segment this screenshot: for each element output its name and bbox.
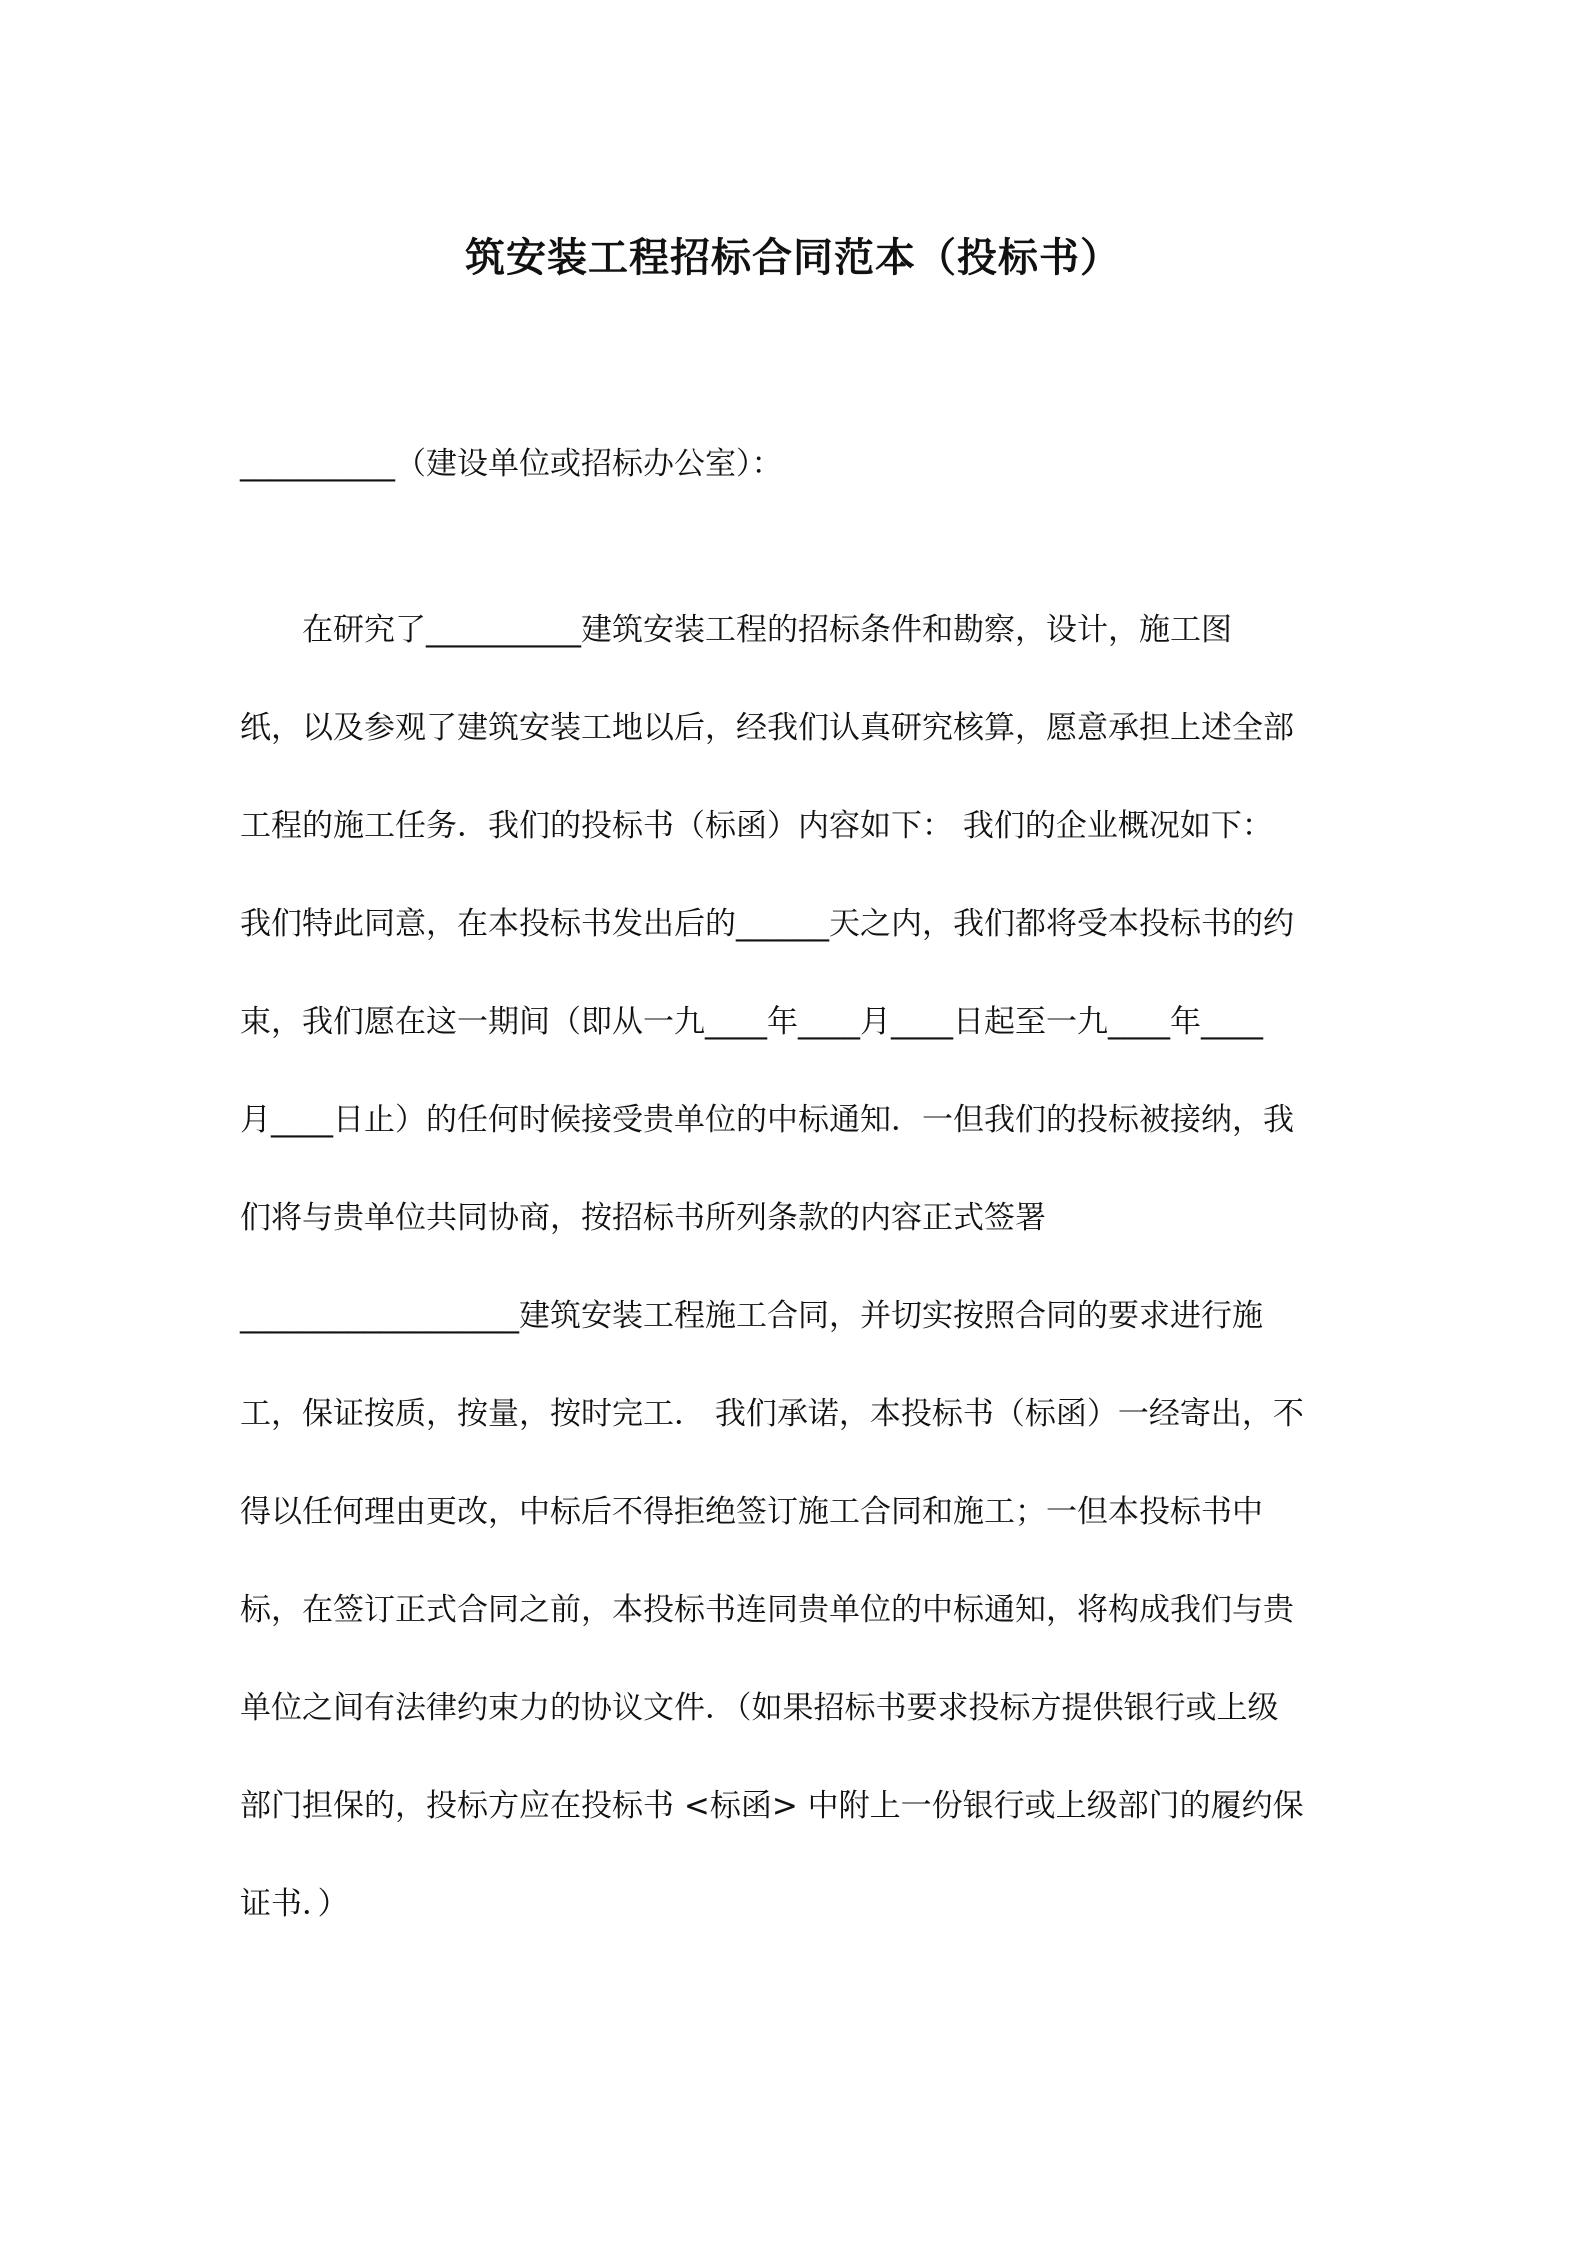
body-line: 在研究了__________建筑安装工程的招标条件和勘察，设计，施工图 [302,612,1232,648]
body-line: 我们特此同意，在本投标书发出后的______天之内，我们都将受本投标书的约 [240,906,1294,942]
body-line: 标，在签订正式合同之前，本投标书连同贵单位的中标通知，将构成我们与贵 [240,1592,1294,1628]
salutation-line: __________（建设单位或招标办公室）： [240,446,783,482]
body-line: __________________建筑安装工程施工合同，并切实按照合同的要求进行施 [240,1298,1263,1334]
body-line: 证书．） [240,1886,349,1922]
body-line: 束，我们愿在这一期间（即从一九____年____月____日起至一九____年____ [240,1004,1263,1040]
body-line: 得以任何理由更改，中标后不得拒绝签订施工合同和施工；一但本投标书中 [240,1494,1263,1530]
body-line: 们将与贵单位共同协商，按招标书所列条款的内容正式签署 [240,1200,1046,1236]
body-line: 纸，以及参观了建筑安装工地以后，经我们认真研究核算，愿意承担上述全部 [240,710,1294,746]
body-line: 工程的施工任务．我们的投标书（标函）内容如下： 我们的企业概况如下： [240,808,1273,844]
document-title: 筑安装工程招标合同范本（投标书） [465,235,1121,281]
body-line: 工，保证按质，按量，按时完工． 我们承诺，本投标书（标函）一经寄出，不 [240,1396,1304,1432]
body-line: 部门担保的，投标方应在投标书 <标函> 中附上一份银行或上级部门的履约保 [240,1788,1304,1824]
body-line: 月____日止）的任何时候接受贵单位的中标通知．一但我们的投标被接纳，我 [240,1102,1294,1138]
body-line: 单位之间有法律约束力的协议文件．（如果招标书要求投标方提供银行或上级 [240,1690,1279,1726]
